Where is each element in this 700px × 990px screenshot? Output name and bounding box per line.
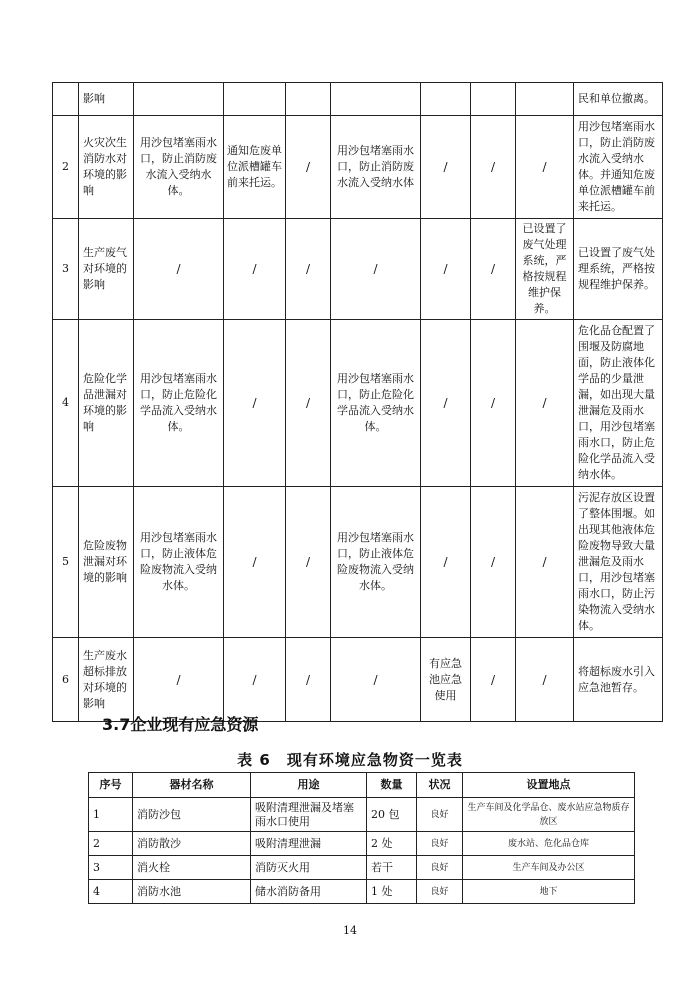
- row-number: 6: [53, 638, 79, 722]
- measure-cell: /: [471, 116, 516, 219]
- measure-cell: /: [421, 219, 471, 320]
- measure-cell: /: [471, 320, 516, 487]
- measure-cell: /: [331, 638, 421, 722]
- measure-cell: [224, 83, 286, 116]
- row-number: 4: [53, 320, 79, 487]
- measure-cell: /: [516, 638, 574, 722]
- measure-cell: 已设置了废气处理系统，严格按规程维护保养。: [516, 219, 574, 320]
- measure-cell: [286, 83, 331, 116]
- row-number: 5: [53, 487, 79, 638]
- column-header: 器材名称: [133, 773, 251, 798]
- item-use: 吸附清理泄漏及堵塞雨水口使用: [251, 798, 367, 832]
- item-name: 消防散沙: [133, 832, 251, 856]
- measure-cell: /: [286, 116, 331, 219]
- event-cell: 危险化学品泄漏对环境的影响: [79, 320, 134, 487]
- row-number: 3: [89, 856, 133, 880]
- measure-cell: /: [471, 487, 516, 638]
- measure-cell: 用沙包堵塞雨水口，防止消防废水流入受纳水体。: [134, 116, 224, 219]
- table-row: [89, 832, 635, 856]
- measure-cell: 用沙包堵塞雨水口，防止液体危险废物流入受纳水体。: [331, 487, 421, 638]
- item-location: 生产车间及办公区: [463, 856, 635, 880]
- item-name: 消火栓: [133, 856, 251, 880]
- item-use: 消防灭火用: [251, 856, 367, 880]
- item-location: 废水站、危化品仓库: [463, 832, 635, 856]
- measure-cell: /: [516, 320, 574, 487]
- event-cell: 火灾次生消防水对环境的影响: [79, 116, 134, 219]
- item-location: 地下: [463, 880, 635, 904]
- row-number: 2: [53, 116, 79, 219]
- measure-cell: /: [286, 638, 331, 722]
- item-quantity: 2 处: [367, 832, 417, 856]
- item-status: 良好: [417, 856, 463, 880]
- measure-cell: 用沙包堵塞雨水口，防止消防废水流入受纳水体: [331, 116, 421, 219]
- measure-cell: /: [224, 320, 286, 487]
- table-row: [89, 880, 635, 904]
- table-row: [53, 219, 663, 320]
- measure-cell: /: [471, 638, 516, 722]
- table-caption: 表 6 现有环境应急物资一览表: [237, 751, 463, 769]
- measure-cell: [516, 83, 574, 116]
- measure-cell: 用沙包堵塞雨水口，防止液体危险废物流入受纳水体。: [134, 487, 224, 638]
- page-number: 14: [343, 924, 357, 937]
- emergency-resources-table: [88, 772, 635, 904]
- table-row: [89, 856, 635, 880]
- measure-cell: /: [286, 219, 331, 320]
- measure-cell: /: [134, 219, 224, 320]
- measure-cell: [331, 83, 421, 116]
- item-name: 消防水池: [133, 880, 251, 904]
- measure-cell: /: [224, 638, 286, 722]
- summary-cell: 民和单位撤离。: [574, 83, 663, 116]
- summary-cell: 污泥存放区设置了整体围堰。如出现其他液体危险废物导致大量泄漏危及雨水口，用沙包堵塞雨水口，防止污染物流入受纳水体。: [574, 487, 663, 638]
- measure-cell: 有应急池应急使用: [421, 638, 471, 722]
- measure-cell: /: [471, 219, 516, 320]
- row-number: 3: [53, 219, 79, 320]
- section-heading: 3.7企业现有应急资源: [102, 715, 259, 734]
- item-location: 生产车间及化学品仓、废水站应急物质存放区: [463, 798, 635, 832]
- item-quantity: 20 包: [367, 798, 417, 832]
- column-header: 状况: [417, 773, 463, 798]
- summary-cell: 将超标废水引入应急池暂存。: [574, 638, 663, 722]
- measure-cell: 用沙包堵塞雨水口，防止危险化学品流入受纳水体。: [331, 320, 421, 487]
- table-row: [53, 487, 663, 638]
- item-use: 储水消防备用: [251, 880, 367, 904]
- column-header: 用途: [251, 773, 367, 798]
- measure-cell: /: [134, 638, 224, 722]
- measure-cell: 通知危废单位派槽罐车前来托运。: [224, 116, 286, 219]
- column-header: 数量: [367, 773, 417, 798]
- item-quantity: 1 处: [367, 880, 417, 904]
- measure-cell: /: [224, 487, 286, 638]
- measure-cell: /: [224, 219, 286, 320]
- measure-cell: 用沙包堵塞雨水口，防止危险化学品流入受纳水体。: [134, 320, 224, 487]
- summary-cell: 用沙包堵塞雨水口，防止消防废水流入受纳水体。并通知危废单位派槽罐车前来托运。: [574, 116, 663, 219]
- table-row: [89, 798, 635, 832]
- measure-cell: /: [516, 116, 574, 219]
- item-quantity: 若干: [367, 856, 417, 880]
- table-row: [53, 320, 663, 487]
- column-header: 设置地点: [463, 773, 635, 798]
- item-use: 吸附清理泄漏: [251, 832, 367, 856]
- row-number: [53, 83, 79, 116]
- row-number: 4: [89, 880, 133, 904]
- measure-cell: /: [421, 116, 471, 219]
- summary-cell: 已设置了废气处理系统，严格按规程维护保养。: [574, 219, 663, 320]
- risk-response-table: [52, 82, 663, 722]
- event-cell: 危险废物泄漏对环境的影响: [79, 487, 134, 638]
- measure-cell: /: [421, 320, 471, 487]
- measure-cell: /: [331, 219, 421, 320]
- item-status: 良好: [417, 798, 463, 832]
- measure-cell: /: [421, 487, 471, 638]
- summary-cell: 危化品仓配置了围堰及防腐地面，防止液体化学品的少量泄漏，如出现大量泄漏危及雨水口，用沙包堵塞雨水口，防止危险化学品流入受纳水体。: [574, 320, 663, 487]
- measure-cell: /: [286, 320, 331, 487]
- event-cell: 生产废气对环境的影响: [79, 219, 134, 320]
- table-row: [53, 638, 663, 722]
- item-name: 消防沙包: [133, 798, 251, 832]
- measure-cell: /: [286, 487, 331, 638]
- row-number: 1: [89, 798, 133, 832]
- column-header: 序号: [89, 773, 133, 798]
- measure-cell: /: [516, 487, 574, 638]
- measure-cell: [421, 83, 471, 116]
- item-status: 良好: [417, 832, 463, 856]
- table-row: [53, 83, 663, 116]
- table-header-row: [89, 773, 635, 798]
- event-cell: 生产废水超标排放对环境的影响: [79, 638, 134, 722]
- table-row: [53, 116, 663, 219]
- event-cell: 影响: [79, 83, 134, 116]
- row-number: 2: [89, 832, 133, 856]
- measure-cell: [134, 83, 224, 116]
- measure-cell: [471, 83, 516, 116]
- item-status: 良好: [417, 880, 463, 904]
